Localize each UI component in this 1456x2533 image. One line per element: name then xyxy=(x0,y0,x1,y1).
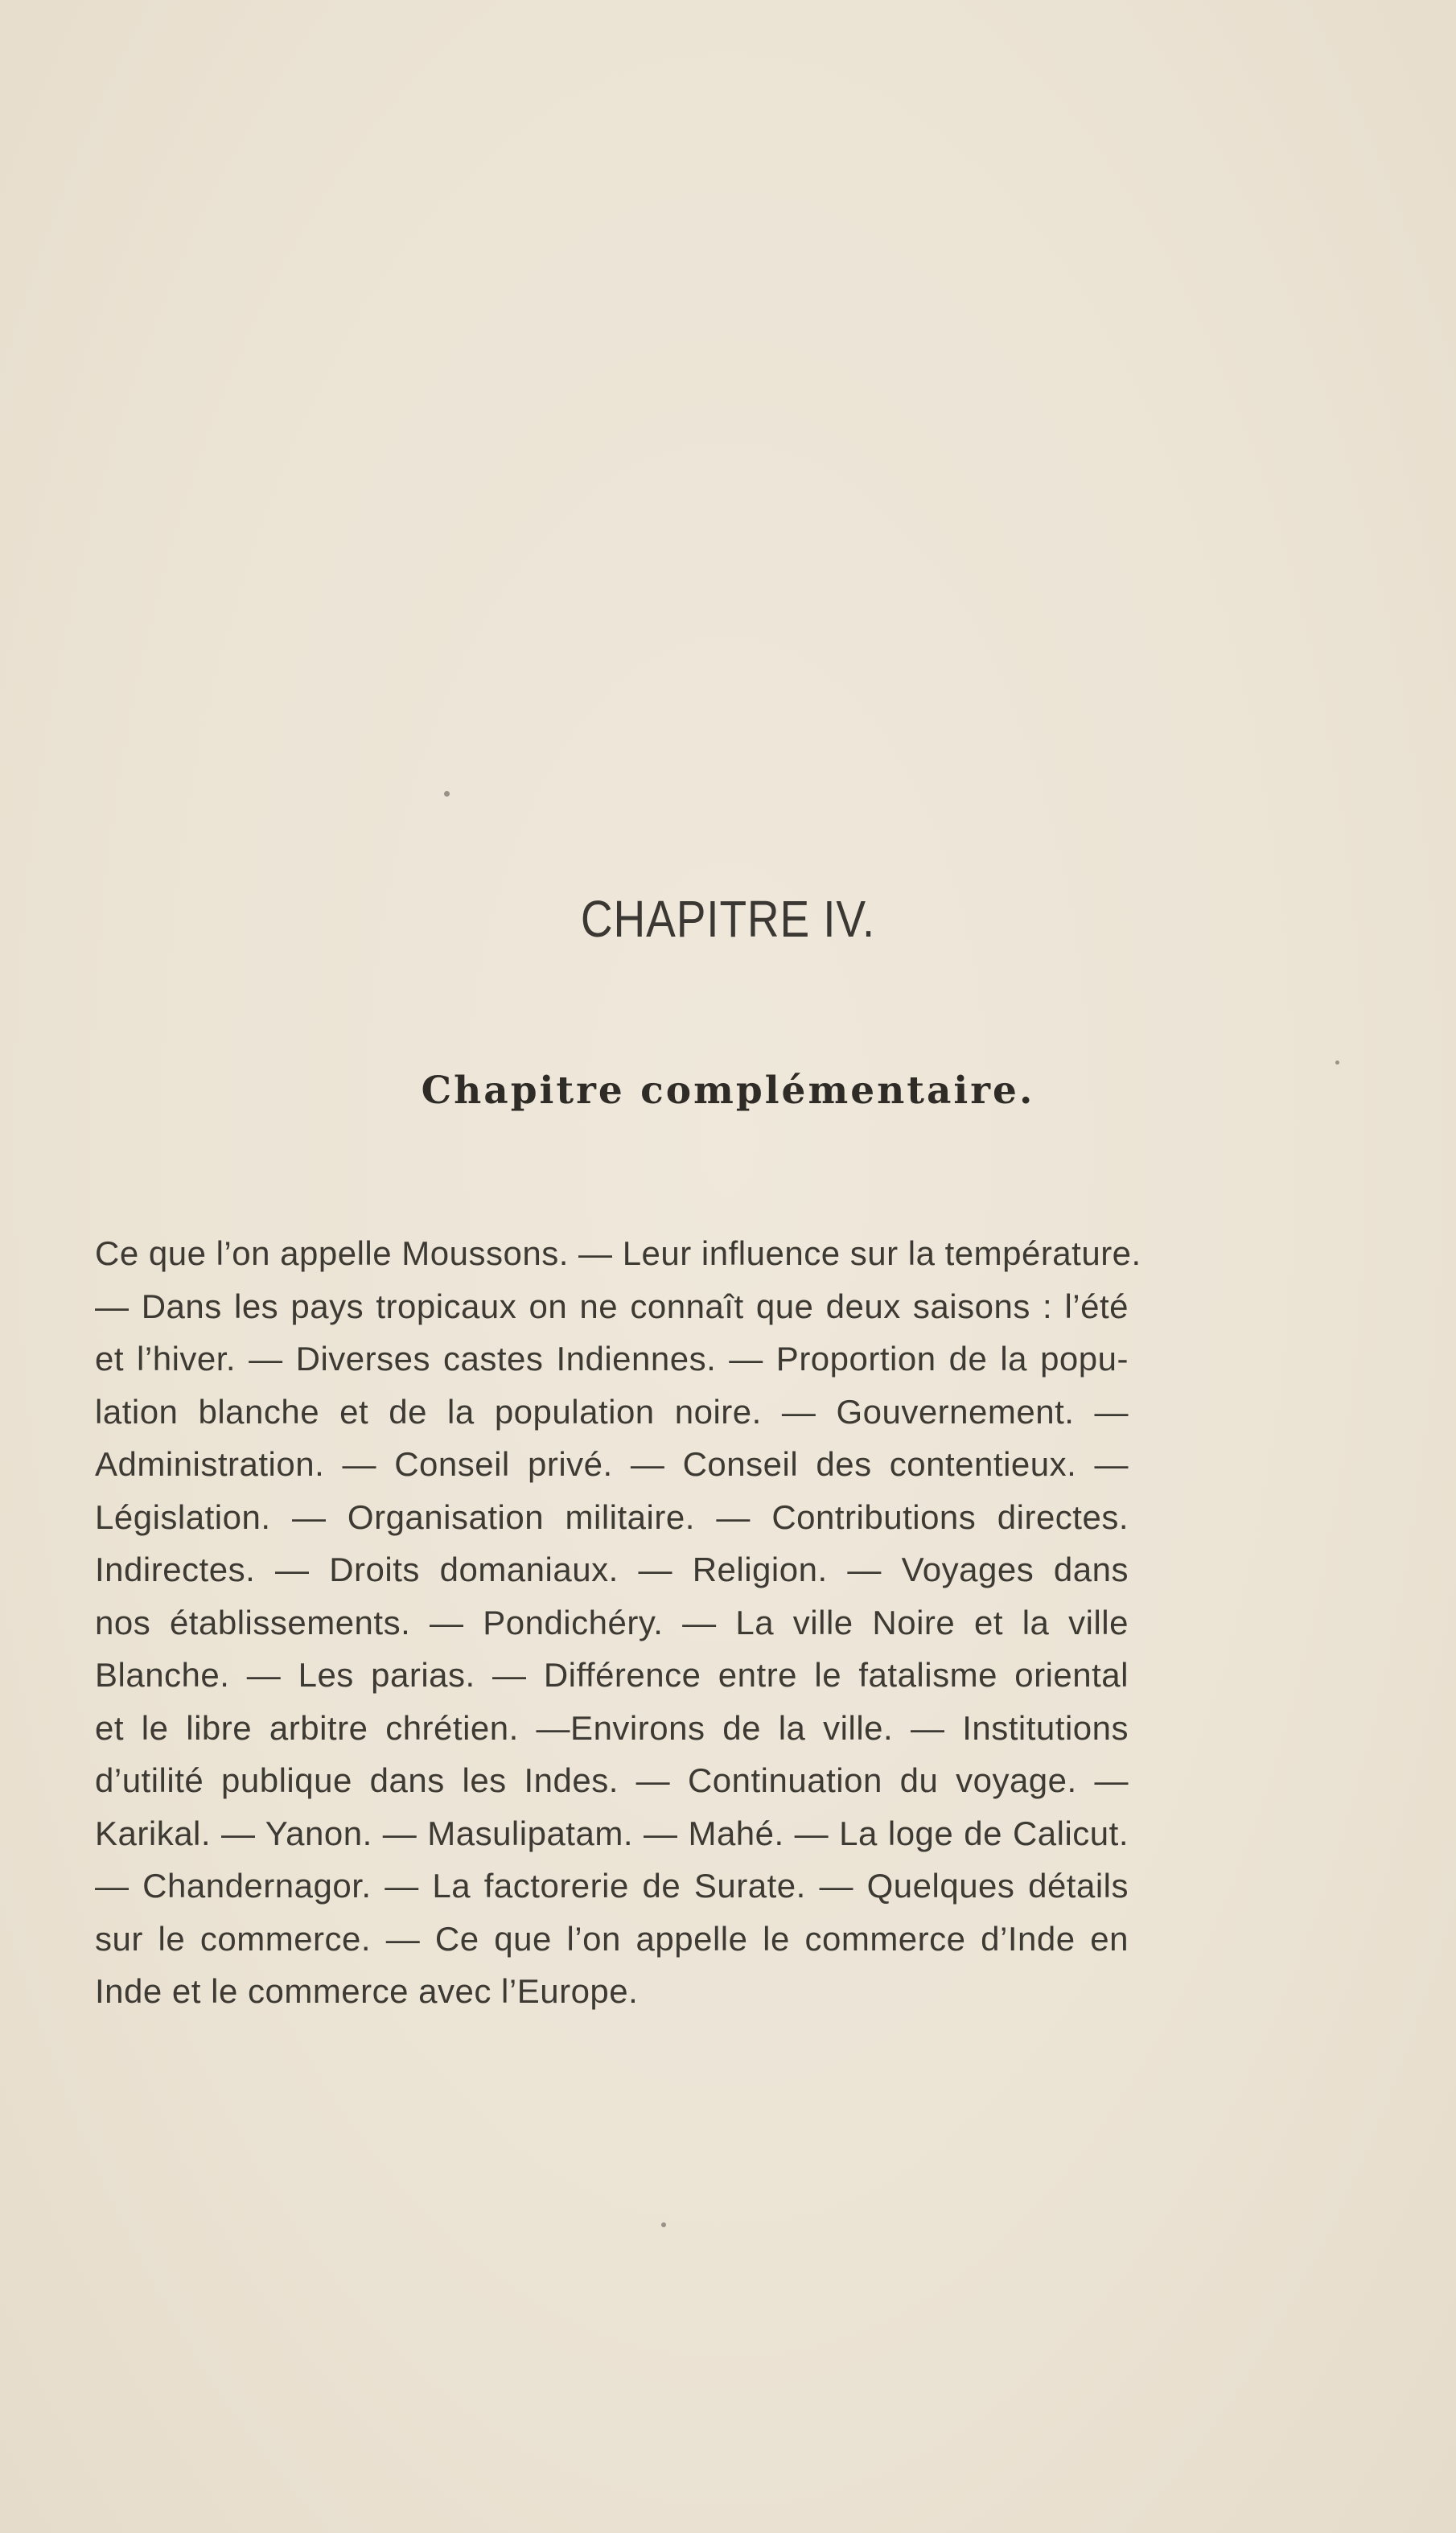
chapter-summary xyxy=(95,1227,1141,2018)
summary-line: et le libre arbitre chrétien. —Environs de la ville. — Institutions xyxy=(95,1708,1129,1747)
ink-speck xyxy=(1335,1061,1339,1065)
summary-line: — Chandernagor. — La factorerie de Surate. — Quelques détails xyxy=(95,1867,1129,1905)
ink-speck xyxy=(661,2222,666,2227)
ink-speck xyxy=(444,791,450,797)
summary-line: nos établissements. — Pondichéry. — La ville Noire et la ville xyxy=(95,1603,1129,1641)
summary-line: Législation. — Organisation militaire. — Contributions directes. xyxy=(95,1497,1129,1536)
summary-line: lation blanche et de la population noire. — Gouvernement. — xyxy=(95,1392,1129,1431)
summary-line: Indirectes. — Droits domaniaux. — Religion. — Voyages dans xyxy=(95,1551,1129,1588)
chapter-title: CHAPITRE IV. xyxy=(580,890,876,948)
chapter-subtitle: Chapitre complémentaire. xyxy=(421,1069,1035,1113)
summary-line: Inde et le commerce avec l’Europe. xyxy=(95,1972,639,2010)
summary-line: Ce que l’on appelle Moussons. — Leur influence sur la température. xyxy=(95,1234,1141,1272)
summary-line: et l’hiver. — Diverses castes Indiennes. — Proportion de la popu- xyxy=(95,1340,1129,1378)
summary-line: sur le commerce. — Ce que l’on appelle le commerce d’Inde en xyxy=(95,1919,1129,1958)
summary-line: d’utilité publique dans les Indes. — Continuation du voyage. — xyxy=(95,1761,1129,1799)
summary-line: Karikal. — Yanon. — Masulipatam. — Mahé. — La loge de Calicut. xyxy=(95,1814,1129,1852)
summary-line: — Dans les pays tropicaux on ne connaît que deux saisons : l’été xyxy=(95,1287,1129,1325)
summary-line: Administration. — Conseil privé. — Conseil des contentieux. — xyxy=(95,1445,1129,1483)
summary-line: Blanche. — Les parias. — Différence entre le fatalisme oriental xyxy=(95,1656,1129,1694)
